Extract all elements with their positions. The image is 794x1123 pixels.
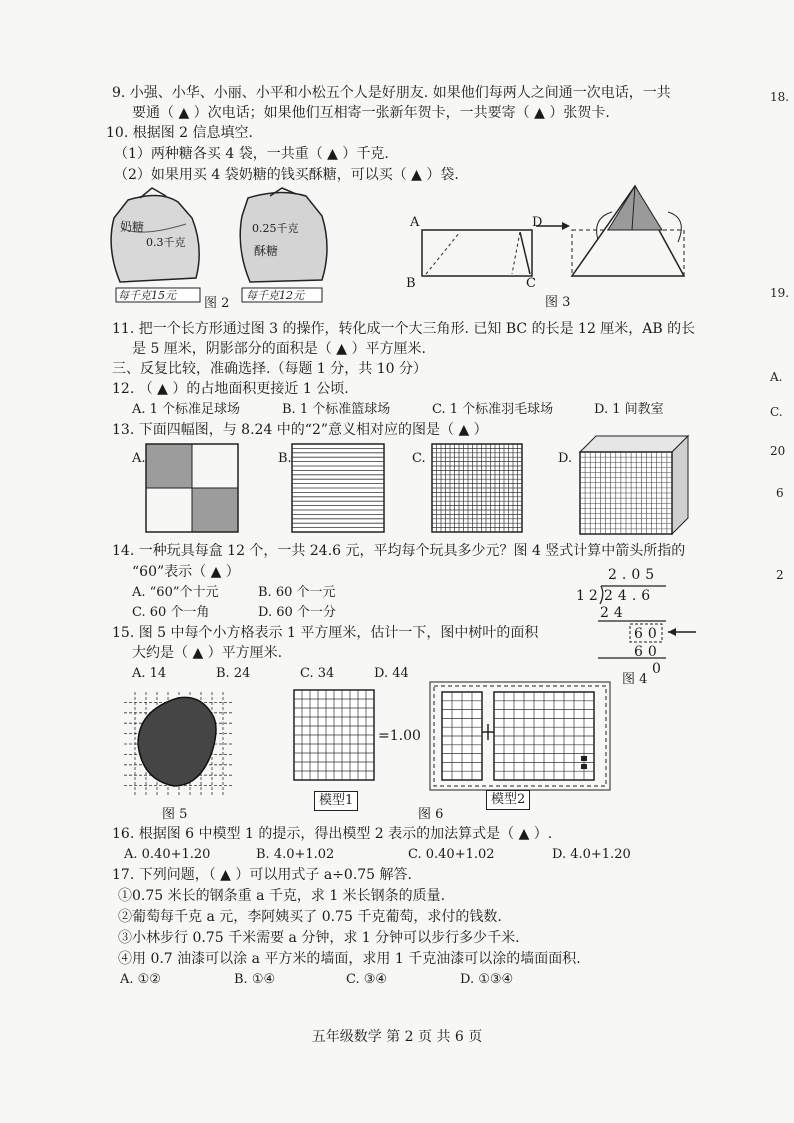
q13-figure-d-cube: [580, 436, 692, 536]
q11-line1: 11. 把一个长方形通过图 3 的操作，转化成一个大三角形. 已知 BC 的长是 12 厘米，AB 的长: [112, 321, 696, 337]
figure-3-rectangle-transform: [412, 186, 692, 286]
q12-option-c: C. 1 个标准羽毛球场: [432, 402, 554, 417]
q16-stem: 16. 根据图 6 中模型 1 的提示，得出模型 2 表示的加法算式是（ ▲ ）.: [112, 826, 553, 842]
bag1-weight: 0.3千克: [146, 236, 186, 249]
fig3-point-b: B: [406, 276, 416, 291]
edge-text-1: 18.: [770, 90, 790, 104]
q14-line1: 14. 一种玩具每盒 12 个，一共 24.6 元，平均每个玩具多少元？图 4 竖式计算中箭头所指的: [112, 543, 686, 559]
q16-option-a: A. 0.40+1.20: [124, 847, 211, 862]
q17-option-c: C. ③④: [346, 972, 388, 987]
model-1-equals: =1.00: [378, 728, 421, 744]
q9-line1: 9. 小强、小华、小丽、小平和小松五个人是好朋友. 如果他们每两人之间通一次电话，一共: [112, 85, 671, 101]
q14-option-c: C. 60 个一角: [132, 605, 210, 620]
model-2-grids: [430, 682, 610, 790]
figure-5-caption: 图 5: [162, 807, 188, 822]
q14-option-d: D. 60 个一分: [258, 605, 336, 620]
fig4-dividend: 24.6: [604, 588, 656, 604]
q13-stem: 13. 下面四幅图，与 8.24 中的“2”意义相对应的图是（ ▲ ）: [112, 422, 488, 438]
q13-figure-a-quarters: [146, 444, 240, 532]
q10-line3: （2）如果用买 4 袋奶糖的钱买酥糖，可以买（ ▲ ）袋.: [114, 167, 459, 183]
q12-option-b: B. 1 个标准篮球场: [282, 402, 391, 417]
edge-text-7: 2: [776, 568, 784, 582]
q16-option-c: C. 0.40+1.02: [408, 847, 495, 862]
q16-option-d: D. 4.0+1.20: [552, 847, 631, 862]
edge-text-3: A.: [770, 370, 783, 384]
q17-option-b: B. ①④: [234, 972, 276, 987]
fig4-sub1: 24: [600, 605, 628, 621]
fig4-sub2: 60: [634, 644, 662, 660]
fig4-quotient: 2.05: [608, 567, 660, 583]
q17-option-a: A. ①②: [120, 972, 161, 987]
fig3-point-a: A: [410, 215, 420, 230]
edge-text-6: 6: [776, 486, 784, 500]
q17-item-2: ②葡萄每千克 a 元，李阿姨买了 0.75 千克葡萄，求付的钱数.: [118, 909, 502, 925]
bag2-weight: 0.25千克: [252, 222, 299, 235]
q17-item-3: ③小林步行 0.75 千米需要 a 分钟，求 1 分钟可以步行多少千米.: [118, 930, 520, 946]
q13-label-c: C.: [412, 451, 426, 466]
model-1-grid: [294, 690, 374, 780]
q10-line1: 10. 根据图 2 信息填空.: [106, 125, 253, 141]
figure-4-caption: 图 4: [622, 672, 648, 687]
q16-option-b: B. 4.0+1.02: [256, 847, 335, 862]
bag1-price: 每千克15元: [118, 289, 176, 302]
q9-line2: 要通（ ▲ ）次电话；如果他们互相寄一张新年贺卡，一共要寄（ ▲ ）张贺卡.: [132, 105, 610, 121]
q13-label-d: D.: [558, 451, 573, 466]
figure-3-caption: 图 3: [545, 295, 571, 310]
q13-figure-b-stripes: [292, 444, 386, 532]
q17-item-4: ④用 0.7 油漆可以涂 a 平方米的墙面，求用 1 千克油漆可以涂的墙面面积.: [118, 951, 581, 967]
q15-option-b: B. 24: [216, 666, 251, 681]
page-footer: 五年级数学 第 2 页 共 6 页: [311, 1029, 483, 1045]
q13-label-b: B.: [278, 451, 292, 466]
q15-option-a: A. 14: [132, 666, 167, 681]
edge-text-4: C.: [770, 405, 783, 419]
edge-text-5: 20: [770, 444, 786, 458]
model-2-label: 模型2: [486, 790, 530, 810]
q10-line2: （1）两种糖各买 4 袋，一共重（ ▲ ）千克.: [114, 146, 389, 162]
q13-label-a: A.: [132, 451, 146, 466]
edge-text-2: 19.: [770, 286, 790, 300]
q12-stem: 12. （ ▲ ）的占地面积更接近 1 公顷.: [112, 381, 349, 397]
q12-option-d: D. 1 间教室: [594, 402, 664, 417]
figure-2-caption: 图 2: [204, 296, 230, 311]
section-3-heading: 三、反复比较，准确选择.（每题 1 分，共 10 分）: [112, 361, 427, 377]
q14-option-b: B. 60 个一元: [258, 585, 336, 600]
bag2-label: 酥糖: [254, 244, 279, 258]
figure-5-leaf-grid: [120, 688, 238, 800]
bag2-price: 每千克12元: [246, 289, 304, 302]
fig4-remainder-0: 0: [652, 661, 661, 677]
q13-figure-c-grid: [432, 444, 524, 532]
figure-6-caption: 图 6: [418, 807, 444, 822]
q12-option-a: A. 1 个标准足球场: [132, 402, 241, 417]
q17-option-d: D. ①③④: [460, 972, 514, 987]
fig3-point-c: C: [526, 276, 536, 291]
q17-stem: 17. 下列问题，（ ▲ ）可以用式子 a÷0.75 解答.: [112, 867, 412, 883]
bag1-label: 奶糖: [120, 220, 145, 234]
q15-option-c: C. 34: [300, 666, 335, 681]
q15-line2: 大约是（ ▲ ）平方厘米.: [132, 645, 283, 661]
model-1-label: 模型1: [314, 791, 358, 811]
q15-option-d: D. 44: [374, 666, 409, 681]
q14-line2: “60”表示（ ▲ ）: [132, 564, 240, 580]
q15-line1: 15. 图 5 中每个小方格表示 1 平方厘米，估计一下，图中树叶的面积: [112, 625, 539, 641]
fig4-divisor: 12: [576, 588, 602, 604]
q11-line2: 是 5 厘米，阴影部分的面积是（ ▲ ）平方厘米.: [132, 341, 426, 357]
q14-option-a: A. “60”个十元: [132, 585, 219, 600]
fig4-division-lines: [596, 584, 706, 664]
fig3-point-d: D: [532, 215, 543, 230]
fig4-remainder-60: 60: [634, 626, 662, 642]
q17-item-1: ①0.75 米长的钢条重 a 千克，求 1 米长钢条的质量.: [118, 888, 446, 904]
